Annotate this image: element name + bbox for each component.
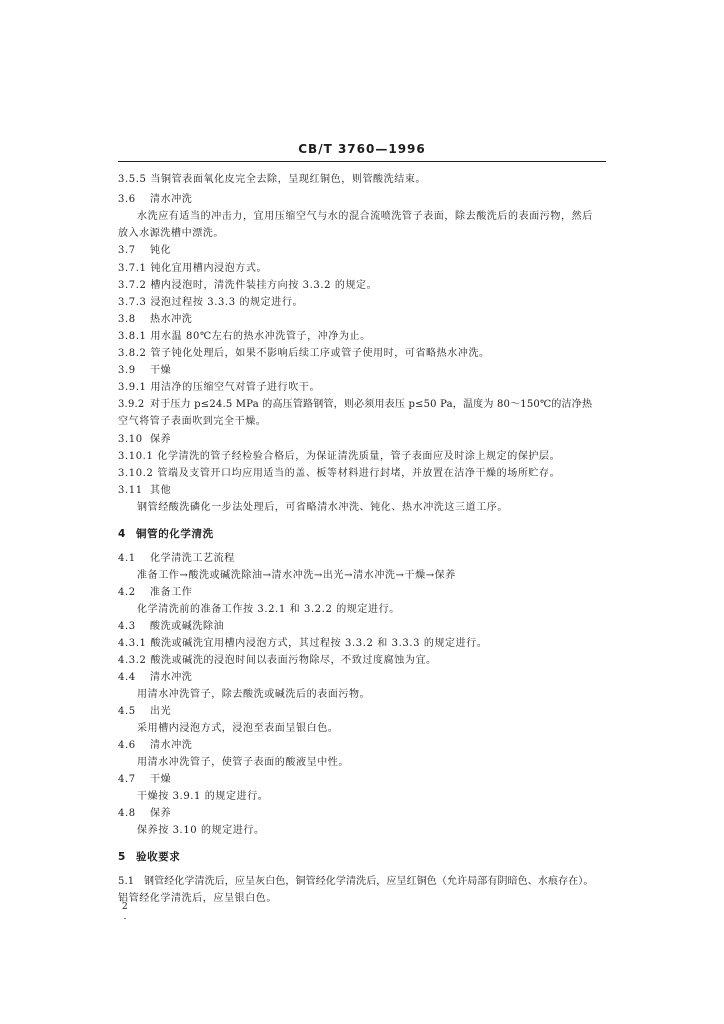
heading-3-7: [118, 244, 606, 258]
clause-3-8-2: [118, 347, 606, 361]
paragraph-line: 干燥按 3.9.1 的规定进行。: [137, 791, 269, 802]
page-number: 2: [122, 902, 128, 912]
heading-4-2: [118, 586, 606, 600]
standard-code-header: CB/T 3760—1996: [298, 142, 426, 156]
clause-3-7-3: [118, 296, 606, 310]
clause-number: 3.5.5: [118, 174, 147, 185]
heading-3-9: [118, 364, 606, 378]
scan-speck: [124, 918, 126, 919]
heading-text: 钝化: [150, 245, 172, 256]
clause-text: 槽内浸泡时，清洗件装挂方向按 3.3.2 的规定。: [150, 280, 378, 291]
heading-4-4: [118, 671, 606, 685]
clause-number: 4.4: [118, 672, 136, 683]
clause-number: 3.6: [118, 194, 136, 205]
process-flow-line: 准备工作→酸洗或碱洗除油→清水冲洗→出光→清水冲洗→干燥→保养: [137, 570, 456, 581]
clause-number: 3.9.2: [118, 399, 145, 410]
section-title: 铜管的化学清洗: [136, 528, 214, 540]
heading-text: 清水冲洗: [150, 672, 193, 683]
section-title: 验收要求: [136, 851, 181, 863]
paragraph-line: 放入水源洗槽中漂洗。: [118, 228, 224, 239]
clause-number: 4.3.1: [118, 638, 147, 649]
clause-number: 4.3.2: [118, 655, 147, 666]
clause-3-9-1: [118, 381, 606, 395]
heading-3-8: [118, 313, 606, 327]
clause-3-5-5: [118, 173, 606, 187]
clause-number: 4.2: [118, 587, 136, 598]
section-number: 5: [118, 851, 126, 863]
paragraph-line: 水洗应有适当的冲击力，宜用压缩空气与水的混合流喷洗管子表面，除去酸洗后的表面污物，然后: [137, 211, 593, 222]
clause-text: 钝化宜用槽内浸泡方式。: [150, 263, 268, 274]
paragraph-line: 空气将管子表面吹到完全干燥。: [118, 416, 267, 427]
clause-text: 用洁净的压缩空气对管子进行吹干。: [150, 382, 321, 393]
clause-number: 4.6: [118, 740, 136, 751]
heading-4-3: [118, 620, 606, 634]
clause-number: 3.9: [118, 365, 136, 376]
heading-text: 其他: [150, 485, 172, 496]
paragraph-line: 保养按 3.10 的规定进行。: [137, 825, 265, 836]
clause-number: 4.5: [118, 706, 136, 717]
section-heading-4: [118, 527, 606, 541]
heading-4-8: [118, 807, 606, 821]
clause-3-10-1: [118, 450, 606, 464]
clause-number: 4.7: [118, 774, 136, 785]
clause-5-1: [118, 875, 606, 889]
header-rule: [118, 161, 606, 162]
clause-text: 钢管经化学清洗后，应呈灰白色，铜管经化学清洗后，应呈红铜色（允许局部有阴暗色、水痕存在）。: [144, 876, 594, 887]
clause-4-3-1: [118, 637, 606, 651]
clause-3-9-2: [118, 398, 606, 412]
heading-4-6: [118, 739, 606, 753]
clause-text: 用水温 80℃左右的热水冲洗管子，冲净为止。: [150, 331, 371, 342]
clause-number: 3.7.1: [118, 263, 147, 274]
clause-text: 化学清洗的管子经检验合格后，为保证清洗质量，管子表面应及时涂上规定的保护层。: [157, 451, 561, 462]
clause-number: 4.1: [118, 553, 136, 564]
heading-3-6: [118, 193, 606, 207]
clause-number: 3.7: [118, 245, 136, 256]
heading-text: 酸洗或碱洗除油: [150, 621, 225, 632]
clause-4-3-2: [118, 654, 606, 668]
clause-number: 3.10: [118, 434, 143, 445]
paragraph-line: 采用槽内浸泡方式，浸泡至表面呈银白色。: [137, 723, 339, 734]
heading-text: 清水冲洗: [150, 194, 193, 205]
clause-text: 酸洗或碱洗宜用槽内浸泡方式，其过程按 3.3.2 和 3.3.3 的规定进行。: [150, 638, 488, 649]
clause-number: 3.8.2: [118, 348, 147, 359]
heading-text: 准备工作: [150, 587, 193, 598]
clause-number: 3.7.2: [118, 280, 147, 291]
clause-text: 对于压力 p≤24.5 MPa 的高压管路钢管，则必须用表压 p≤50 Pa，温度为 80～150℃的洁净热: [150, 399, 593, 410]
heading-text: 清水冲洗: [150, 740, 193, 751]
heading-text: 出光: [150, 706, 172, 717]
heading-text: 热水冲洗: [150, 314, 193, 325]
clause-number: 3.9.1: [118, 382, 147, 393]
clause-3-8-1: [118, 330, 606, 344]
clause-number: 3.10.2: [118, 468, 154, 479]
clause-number: 5.1: [118, 876, 135, 887]
clause-text: 管端及支管开口均应用适当的盖、板等材料进行封堵，并放置在洁净干燥的场所贮存。: [157, 468, 561, 479]
heading-4-5: [118, 705, 606, 719]
clause-number: 3.7.3: [118, 297, 147, 308]
clause-number: 3.10.1: [118, 451, 154, 462]
heading-3-11: [118, 484, 606, 498]
clause-number: 4.3: [118, 621, 136, 632]
heading-text: 保养: [150, 808, 172, 819]
heading-4-7: [118, 773, 606, 787]
heading-text: 干燥: [150, 365, 172, 376]
clause-3-7-1: [118, 262, 606, 276]
heading-4-1: [118, 552, 606, 566]
section-number: 4: [118, 528, 126, 540]
heading-text: 保养: [150, 434, 172, 445]
clause-text: 管子钝化处理后，如果不影响后续工序或管子使用时，可省略热水冲洗。: [150, 348, 490, 359]
clause-3-7-2: [118, 279, 606, 293]
clause-number: 3.11: [118, 485, 143, 496]
paragraph-line: 用清水冲洗管子，除去酸洗或碱洗后的表面污物。: [137, 689, 371, 700]
clause-3-10-2: [118, 467, 606, 481]
paragraph-line: 钢管经酸洗磷化一步法处理后，可省略清水冲洗、钝化、热水冲洗这三道工序。: [137, 502, 508, 513]
heading-text: 干燥: [150, 774, 172, 785]
clause-text: 当铜管表面氧化皮完全去除，呈现红铜色，则管酸洗结束。: [150, 174, 427, 185]
heading-text: 化学清洗工艺流程: [150, 553, 235, 564]
paragraph-line: 化学清洗前的准备工作按 3.2.1 和 3.2.2 的规定进行。: [137, 604, 400, 615]
clause-number: 3.8.1: [118, 331, 147, 342]
clause-text: 浸泡过程按 3.3.3 的规定进行。: [150, 297, 304, 308]
paragraph-line: 用清水冲洗管子，使管子表面的酸液呈中性。: [137, 757, 349, 768]
heading-3-10: [118, 433, 606, 447]
clause-number: 3.8: [118, 314, 136, 325]
section-heading-5: [118, 850, 606, 864]
clause-number: 4.8: [118, 808, 136, 819]
clause-text: 酸洗或碱洗的浸泡时间以表面污物除尽，不致过度腐蚀为宜。: [150, 655, 437, 666]
paragraph-line: 铝管经化学清洗后，应呈银白色。: [118, 893, 277, 904]
